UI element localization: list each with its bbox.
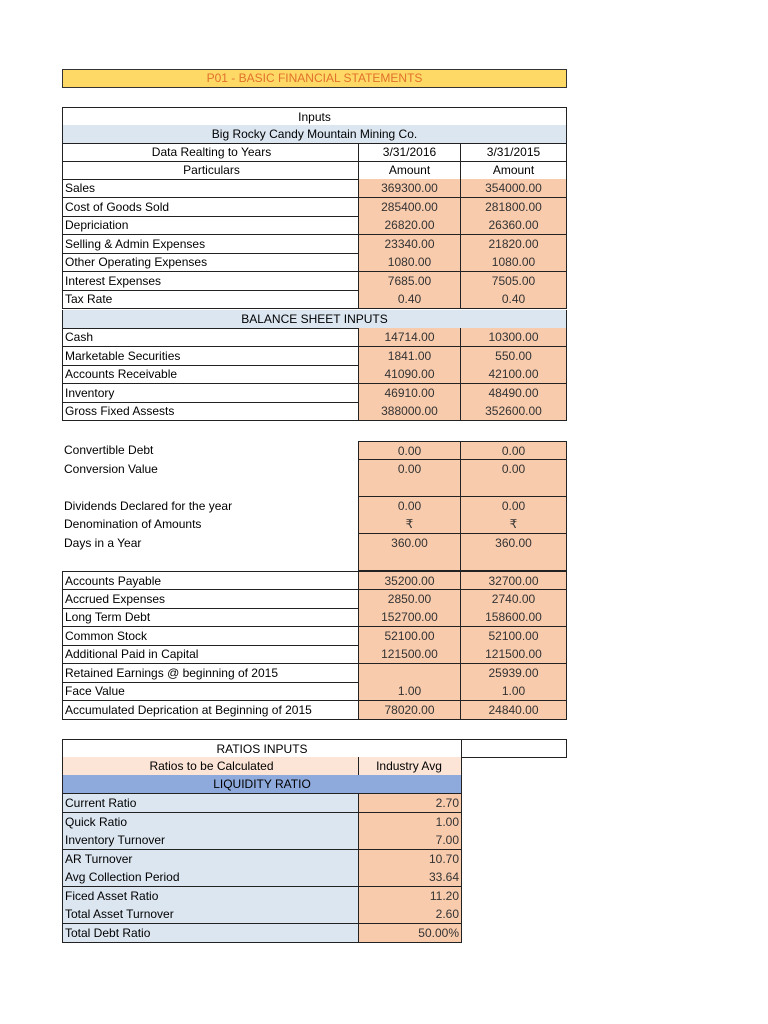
value-2016[interactable] [358, 478, 461, 497]
value-2016[interactable]: 52100.00 [358, 627, 461, 646]
value-2015[interactable]: 52100.00 [460, 627, 567, 646]
table-row [62, 664, 567, 683]
row-label[interactable]: Convertible Debt [64, 443, 154, 457]
table-row [62, 290, 567, 309]
ratio-row [62, 868, 462, 887]
value-2015[interactable]: 0.40 [460, 290, 567, 309]
table-row [62, 402, 567, 421]
ratios-col2[interactable]: Industry Avg [358, 757, 462, 776]
balance-sheet-header[interactable]: BALANCE SHEET INPUTS [62, 310, 567, 329]
table-row [62, 515, 567, 534]
row-label[interactable]: Gross Fixed Assests [62, 402, 359, 421]
value-2016[interactable]: 35200.00 [358, 571, 461, 590]
value-2016[interactable]: 388000.00 [358, 402, 461, 421]
row-label[interactable]: Dividends Declared for the year [64, 498, 233, 513]
value-2016[interactable]: 14714.00 [358, 328, 461, 347]
ratio-row [62, 831, 462, 850]
value-2015[interactable]: 0.00 [460, 497, 567, 516]
value-2016[interactable]: 0.00 [358, 497, 461, 516]
table-row [62, 571, 567, 590]
ratio-label[interactable]: Avg Collection Period [62, 868, 359, 887]
value-2016[interactable] [358, 552, 461, 571]
value-2016[interactable] [358, 664, 461, 683]
row-label[interactable]: Inventory [62, 384, 359, 403]
row-label[interactable]: Accounts Payable [62, 571, 359, 590]
ratio-row [62, 813, 462, 832]
table-row [62, 347, 567, 366]
ratio-value[interactable]: 2.60 [358, 905, 462, 924]
particulars-label[interactable]: Particulars [62, 161, 359, 180]
value-2016[interactable]: 41090.00 [358, 365, 461, 384]
value-2016[interactable]: 360.00 [358, 534, 461, 553]
value-2015[interactable]: ₹ [460, 515, 567, 534]
year-2[interactable]: 3/31/2015 [460, 143, 567, 162]
row-label[interactable]: Common Stock [62, 627, 359, 646]
amount-label-1[interactable]: Amount [358, 161, 461, 180]
value-2016[interactable]: 0.40 [358, 290, 461, 309]
row-label[interactable]: Cost of Goods Sold [62, 198, 359, 217]
ratio-label[interactable]: Total Debt Ratio [62, 924, 359, 943]
value-2016[interactable]: 152700.00 [358, 608, 461, 627]
row-label[interactable]: Denomination of Amounts [64, 517, 202, 531]
value-2016[interactable]: 2850.00 [358, 590, 461, 609]
table-row [62, 478, 567, 497]
table-row [62, 253, 567, 272]
table-row [62, 497, 567, 516]
value-2015[interactable]: 2740.00 [460, 590, 567, 609]
value-2015[interactable]: 0.00 [460, 441, 567, 460]
liquidity-row [62, 775, 462, 794]
sheet-title: P01 - BASIC FINANCIAL STATEMENTS [62, 69, 567, 88]
row-label[interactable]: Long Term Debt [62, 608, 359, 627]
row-label[interactable]: Additional Paid in Capital [62, 645, 359, 664]
value-2016[interactable]: 26820.00 [358, 216, 461, 235]
table-row [62, 552, 567, 571]
value-2015[interactable]: 360.00 [460, 534, 567, 553]
ratio-value[interactable]: 11.20 [358, 887, 462, 906]
value-2015[interactable]: 32700.00 [460, 571, 567, 590]
ratio-label[interactable]: Quick Ratio [62, 813, 359, 832]
table-row [62, 179, 567, 198]
ratio-row [62, 850, 462, 869]
ratio-value[interactable]: 2.70 [358, 794, 462, 813]
table-row [62, 216, 567, 235]
ratio-label[interactable]: Current Ratio [62, 794, 359, 813]
ratio-value[interactable]: 50.00% [358, 924, 462, 943]
value-2016[interactable]: 0.00 [358, 460, 461, 479]
row-label[interactable]: Retained Earnings @ beginning of 2015 [62, 664, 359, 683]
row-label[interactable]: Accumulated Deprication at Beginning of 2015 [62, 701, 359, 720]
row-label[interactable]: Tax Rate [62, 290, 359, 309]
years-label[interactable]: Data Realting to Years [62, 143, 359, 162]
value-2016[interactable]: ₹ [358, 515, 461, 534]
value-2015[interactable]: 21820.00 [460, 235, 567, 254]
value-2016[interactable]: 7685.00 [358, 272, 461, 291]
table-row [62, 460, 567, 479]
inputs-header[interactable]: Inputs [62, 107, 567, 126]
table-row [62, 235, 567, 254]
row-label[interactable]: Marketable Securities [62, 347, 359, 366]
row-label[interactable]: Conversion Value [64, 461, 158, 476]
value-2016[interactable]: 78020.00 [358, 701, 461, 720]
value-2015[interactable]: 550.00 [460, 347, 567, 366]
value-2015[interactable]: 1080.00 [460, 253, 567, 272]
value-2015[interactable]: 1.00 [460, 682, 567, 701]
value-2016[interactable]: 23340.00 [358, 235, 461, 254]
ratios-header-blank[interactable] [461, 739, 567, 758]
table-row [62, 441, 567, 460]
row-label[interactable]: Selling & Admin Expenses [62, 235, 359, 254]
row-label[interactable]: Interest Expenses [62, 272, 359, 291]
value-2015[interactable] [460, 552, 567, 571]
table-row [62, 645, 567, 664]
value-2016[interactable]: 1080.00 [358, 253, 461, 272]
table-row [62, 384, 567, 403]
row-label[interactable]: Cash [62, 328, 359, 347]
table-row [62, 627, 567, 646]
value-2015[interactable]: 24840.00 [460, 701, 567, 720]
table-row [62, 701, 567, 720]
ratio-value[interactable]: 1.00 [358, 813, 462, 832]
inputs-header-row [62, 107, 567, 126]
value-2015[interactable]: 26360.00 [460, 216, 567, 235]
value-2015[interactable]: 48490.00 [460, 384, 567, 403]
table-row [62, 682, 567, 701]
row-label[interactable] [62, 478, 359, 497]
value-2015[interactable]: 158600.00 [460, 608, 567, 627]
amount-label-2[interactable]: Amount [460, 161, 567, 180]
table-row [62, 328, 567, 347]
ratio-label[interactable]: Ficed Asset Ratio [62, 887, 359, 906]
ratios-header[interactable]: RATIOS INPUTS [62, 739, 462, 758]
value-2015[interactable]: 25939.00 [460, 664, 567, 683]
ratio-label[interactable]: Total Asset Turnover [62, 905, 359, 924]
ratio-value[interactable]: 33.64 [358, 868, 462, 887]
particulars-row [62, 161, 567, 180]
ratio-row [62, 887, 462, 906]
table-row [62, 272, 567, 291]
table-row [62, 365, 567, 384]
ratios-header-row [62, 739, 567, 758]
value-2015[interactable]: 281800.00 [460, 198, 567, 217]
liquidity-label[interactable]: LIQUIDITY RATIO [62, 775, 462, 794]
table-row [62, 534, 567, 553]
table-row [62, 198, 567, 217]
ratio-row [62, 924, 462, 943]
ratio-label[interactable]: Inventory Turnover [62, 831, 359, 850]
value-2015[interactable]: 354000.00 [460, 179, 567, 198]
value-2015[interactable]: 121500.00 [460, 645, 567, 664]
company-row [62, 125, 567, 144]
value-2015[interactable] [460, 478, 567, 497]
ratio-row [62, 794, 462, 813]
value-2016[interactable]: 46910.00 [358, 384, 461, 403]
value-2016[interactable]: 285400.00 [358, 198, 461, 217]
year-1[interactable]: 3/31/2016 [358, 143, 461, 162]
table-row [62, 590, 567, 609]
row-label[interactable]: Accounts Receivable [62, 365, 359, 384]
ratio-label[interactable]: AR Turnover [62, 850, 359, 869]
value-2015[interactable]: 10300.00 [460, 328, 567, 347]
row-label[interactable]: Depriciation [62, 216, 359, 235]
ratio-value[interactable]: 10.70 [358, 850, 462, 869]
row-label[interactable]: Accrued Expenses [62, 590, 359, 609]
company-name[interactable]: Big Rocky Candy Mountain Mining Co. [62, 125, 567, 144]
row-label[interactable]: Sales [62, 179, 359, 198]
table-row [62, 608, 567, 627]
row-label[interactable]: Other Operating Expenses [62, 253, 359, 272]
value-2016[interactable]: 369300.00 [358, 179, 461, 198]
value-2015[interactable]: 352600.00 [460, 402, 567, 421]
years-row [62, 143, 567, 162]
value-2016[interactable]: 0.00 [358, 441, 461, 460]
value-2016[interactable]: 1841.00 [358, 347, 461, 366]
ratios-col1[interactable]: Ratios to be Calculated [62, 757, 359, 776]
value-2016[interactable]: 121500.00 [358, 645, 461, 664]
ratios-colheader-row [62, 757, 462, 776]
row-label[interactable]: Days in a Year [64, 535, 142, 550]
bs-header-row [62, 310, 567, 329]
value-2015[interactable]: 7505.00 [460, 272, 567, 291]
row-label[interactable] [62, 552, 359, 571]
ratio-value[interactable]: 7.00 [358, 831, 462, 850]
ratio-row [62, 905, 462, 924]
value-2016[interactable]: 1.00 [358, 682, 461, 701]
row-label[interactable]: Face Value [62, 682, 359, 701]
value-2015[interactable]: 0.00 [460, 460, 567, 479]
value-2015[interactable]: 42100.00 [460, 365, 567, 384]
